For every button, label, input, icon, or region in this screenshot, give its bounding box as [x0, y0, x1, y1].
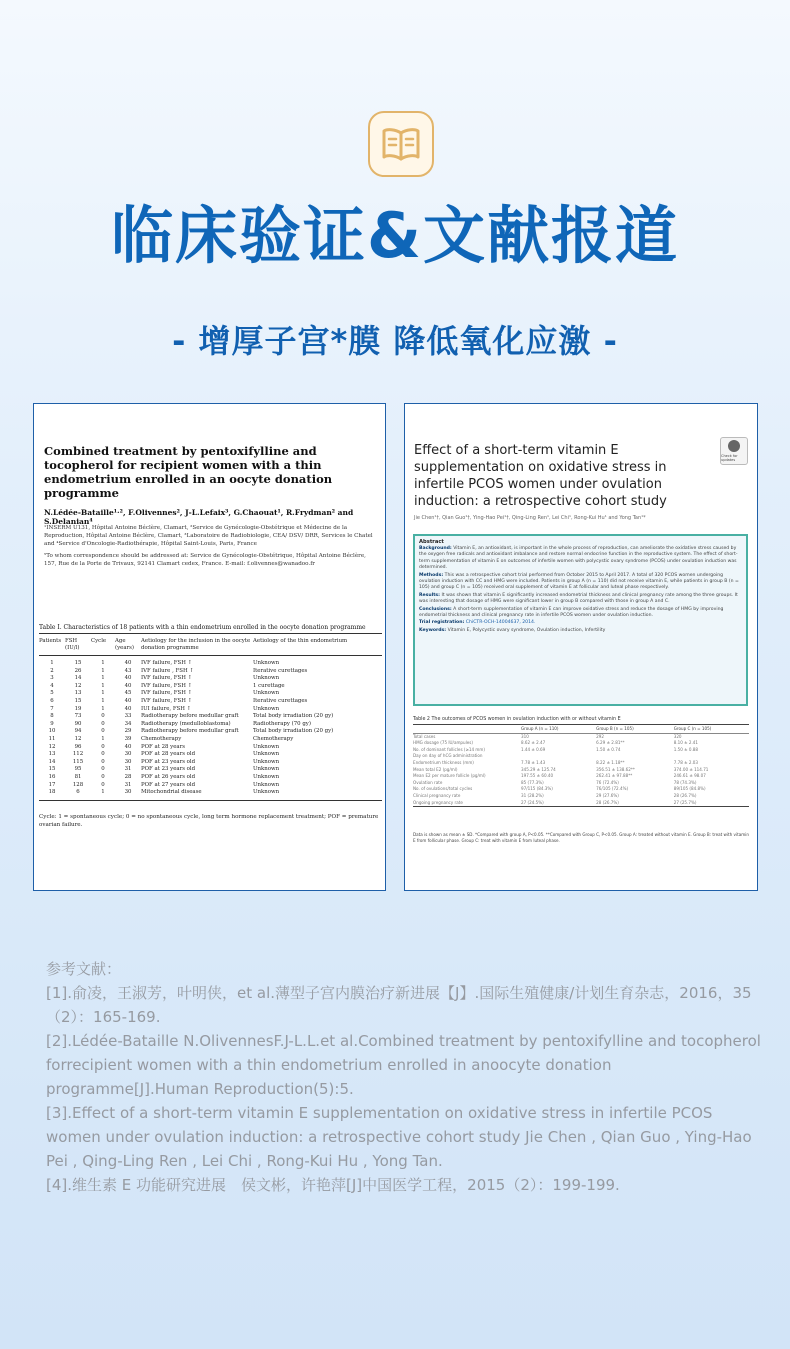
table-row — [39, 751, 382, 759]
paper-authors: Jie Chen¹†, Qian Guo¹†, Ying-Hao Pei¹†, Qing-Ling Ren¹, Lei Chi¹, Rong-Kui Hu¹ and Yong Tan¹* — [414, 515, 646, 521]
table-cell: 12 — [74, 735, 82, 742]
page-subtitle: - 增厚子宫*膜 降低氧化应激 - — [172, 322, 618, 360]
table-row — [39, 774, 382, 782]
table-cell: Radiotherapy before medullar graft — [141, 713, 239, 720]
table-cell: POF at 28 years — [141, 743, 185, 750]
table-cell: 33 — [124, 713, 132, 720]
table-cell: 115 — [72, 758, 84, 765]
table-cell: 39 — [124, 735, 132, 742]
table-cell: 16 — [48, 773, 56, 780]
table-cell: IVF failure, FSH ↑ — [141, 690, 193, 697]
table-cell: Unknown — [253, 743, 280, 750]
table-cell: 1 — [50, 660, 54, 666]
reference-item: [1].俞凌，王淑芳，叶明侠，et al.薄型子宫内膜治疗新进展【J】.国际生殖健康/计划生育杂志，2016，35（2）：165-169. — [46, 984, 752, 1026]
table-cell: Unknown — [253, 773, 280, 780]
table-cell: 7.78 ± 2.03 — [673, 759, 698, 765]
reference-item: [4].维生素 E 功能研究进展 侯文彬，许艳萍[J]中国医学工程，2015（2）：199-199. — [46, 1176, 620, 1194]
table-footnote: Cycle: 1 = spontaneous cycle; 0 = no spontaneous cycle, long term hormone replacement treatment; POF = premature ovarian failure. — [39, 814, 379, 828]
paper-title: Effect of a short-term vitamin E supplementation on oxidative stress in infertile PCOS women under ovulation induction: a retrospective cohort study — [414, 443, 667, 509]
table-cell: 9 — [50, 720, 54, 727]
table-cell: 40 — [124, 682, 132, 689]
table-cell: 30 — [124, 758, 132, 765]
table-cell: Unknown — [253, 751, 280, 758]
table-cell: 14 — [74, 675, 82, 682]
table-cell: POF at 26 years old — [141, 773, 196, 780]
table-cell: Unknown — [253, 781, 280, 788]
table-cell: 34 — [124, 720, 132, 727]
table-cell: 1 curettage — [253, 682, 285, 689]
table-cell: 0 — [101, 758, 105, 765]
table-cell: 0 — [101, 781, 105, 788]
table-cell: 1 — [101, 735, 105, 742]
table-cell: Chemotherapy — [253, 735, 294, 742]
table-cell: 31 — [124, 766, 132, 773]
table-cell: Iterative curettages — [253, 697, 308, 704]
table-cell: POF at 27 years old — [141, 781, 196, 788]
page-title: 临床验证&文献报道 — [110, 199, 680, 272]
paper-authors: N.Lédée-Bataille¹·², F.Olivennes², J-L.Lefaix³, G.Chaouat¹, R.Frydman² and S.Delanian⁴ — [44, 508, 354, 526]
table-cell: IUI failure, FSH ↑ — [141, 705, 192, 712]
table-cell: 31 (28.2%) — [521, 792, 544, 798]
table-cell: 12 — [48, 743, 56, 750]
abstract-section: Trial registration: ChiCTR-OCH-14004637, 2014. — [419, 620, 536, 626]
table-cell: 112 — [72, 751, 84, 758]
table-cell: No. of dominant follicles (≥14 mm) — [413, 746, 485, 752]
table-row — [39, 698, 382, 706]
table-cell: 40 — [124, 743, 132, 750]
table-cell: 26 — [74, 667, 82, 674]
table-cell: Ongoing pregnancy rate — [413, 800, 521, 807]
table-cell: Ovulation rate — [413, 779, 443, 785]
table-cell: 12 — [74, 682, 82, 689]
table-row — [413, 753, 749, 760]
table-row — [413, 780, 749, 787]
table-cell: 30 — [124, 751, 132, 758]
table-cell: 73 — [74, 713, 82, 720]
table-cell: 8.22 ± 1.18** — [596, 759, 625, 765]
table-cell: 1 — [101, 675, 105, 682]
abstract-section: Results: It was shown that vitamin E significantly increased endometrial thickness and clinical pregnancy rate among the three groups. It was interesting that dosage of HMG were significant lower in group B compared with those in group A and C. — [419, 592, 738, 604]
abstract-section: Background: Vitamin E, an antioxidant, is important in the whole process of reproduction, can ameliorate the oxidative stress caused by the oxygen free radicals and antioxidant imbalance and restore normal endocrine function in the reproductive system. The effect of short-term supplementation of vitamin E on outcomes of infertile women with polycystic ovary syndrome (PCOS) under ovulation induction was determined. — [419, 546, 738, 570]
table-row — [413, 740, 749, 747]
abstract-box — [413, 534, 748, 706]
table-cell: 0 — [101, 773, 105, 780]
table-cell: 0 — [101, 751, 105, 758]
table-cell: POF at 23 years old — [141, 758, 196, 765]
table-cell: 4 — [50, 682, 54, 689]
update-icon — [728, 440, 740, 452]
table-cell: Unknown — [253, 758, 280, 765]
table-cell: 262.41 ± 97.88** — [596, 773, 633, 779]
table-row — [413, 793, 749, 800]
table-row — [413, 800, 749, 807]
table-row — [39, 789, 382, 800]
table-row — [413, 760, 749, 767]
table-cell: Radiotherapy (70 gy) — [253, 720, 311, 727]
table-cell: 5 — [50, 690, 54, 697]
table-cell: Mitochondrial disease — [141, 789, 253, 800]
table-cell: 76/105 (72.4%) — [596, 786, 629, 792]
table-cell: 8.10 ± 2.41 — [673, 740, 698, 746]
table-row — [39, 736, 382, 744]
abstract-section: Methods: This was a retrospective cohort trial performed from October 2015 to April 2017. A total of 320 PCOS women undergoing ovulation induction with CC and HMG were included. Patients in group A (n = 110) did not receive vitamin E, while patients in group B (n = 105) and group C (n = 105) received oral supplement of vitamin E at follicular and luteal phase respectively. — [419, 572, 739, 590]
table-cell: Chemotherapy — [141, 735, 182, 742]
table-cell: 81 — [74, 773, 82, 780]
table-cell: 94 — [74, 728, 82, 735]
check-for-updates-badge[interactable] — [720, 437, 748, 465]
table-cell: 27 (25.7%) — [674, 800, 749, 807]
table-cell: 7 — [50, 705, 54, 712]
table-header: Aetiology for the inclusion in the oocyte donation programme — [141, 638, 253, 656]
outcomes-table — [413, 726, 749, 807]
table-cell: IVF failure, FSH ↑ — [141, 675, 193, 682]
reference-item: [3].Effect of a short-term vitamin E supplementation on oxidative stress in infertile PCOS women under ovulation induction: a retrospective cohort study Jie Chen , Qian Guo , Ying-Hao Pei , Qing-Ling Ren , Lei Chi , Rong-Kui Hu , Yong Tan. — [46, 1104, 752, 1170]
table-header: Age (years) — [115, 638, 141, 656]
table-cell: Day on day of hCG administration — [413, 753, 483, 759]
badge-label: Check for updates — [721, 454, 738, 462]
table-cell: 345.29 ± 125.74 — [521, 766, 556, 772]
table-row — [39, 683, 382, 691]
table-cell: 85 (77.3%) — [521, 779, 544, 785]
table-cell: 14 — [48, 758, 56, 765]
table-cell: 8.62 ± 2.47 — [521, 740, 546, 746]
table-row — [39, 759, 382, 767]
table-cell: 1.50 ± 0.74 — [596, 746, 621, 752]
table-cell: 6.29 ± 2.81** — [596, 740, 625, 746]
table-cell: 40 — [124, 675, 132, 682]
table-header: Group C (n = 105) — [674, 726, 749, 733]
table-cell: Unknown — [253, 766, 280, 773]
table-cell — [596, 753, 674, 760]
table-row — [39, 744, 382, 752]
table-cell: POF at 28 years old — [141, 751, 196, 758]
table-cell — [521, 753, 596, 760]
table-cell: 96 — [74, 743, 82, 750]
abstract-section: Keywords: Vitamin E, Polycystic ovary syndrome, Ovulation induction, Infertility — [419, 628, 606, 634]
table-cell: 0 — [101, 728, 105, 735]
table-cell: 43 — [124, 667, 132, 674]
table-row — [413, 733, 749, 740]
table-cell: Unknown — [253, 789, 382, 800]
table-row — [39, 713, 382, 721]
table-cell: 1 — [101, 660, 105, 666]
table-cell: IVF failure, FSH ↑ — [141, 682, 193, 689]
table-cell: 40 — [124, 705, 132, 712]
table-cell: 3 — [50, 675, 54, 682]
table-cell: Radiotherapy (medulloblastoma) — [141, 720, 231, 727]
table-cell: 89/105 (84.8%) — [673, 786, 706, 792]
table-cell: Total cases — [413, 733, 436, 739]
table-cell: Mean total E2 (pg/ml) — [413, 766, 458, 772]
table-cell: 28 (26.7%) — [596, 800, 674, 807]
table-cell: 15 — [48, 766, 56, 773]
table-cell: IVF failure, FSH ↑ — [141, 697, 193, 704]
table-cell: 15 — [74, 660, 82, 666]
table-cell: 6 — [50, 697, 54, 704]
table-cell: 6 — [65, 789, 91, 800]
table-cell: 1 — [91, 789, 115, 800]
table-cell: 1 — [101, 682, 105, 689]
open-book-icon — [368, 111, 434, 177]
table-cell: 292 — [596, 733, 604, 739]
table-row — [39, 766, 382, 774]
table-header: Aetiology of the thin endometrium — [253, 638, 382, 656]
table-cell: 30 — [115, 789, 141, 800]
abstract-heading: Abstract — [419, 539, 444, 545]
table-cell: 2 — [50, 667, 54, 674]
table-cell: 19 — [74, 705, 82, 712]
table-cell: 31 — [124, 781, 132, 788]
table-row — [413, 767, 749, 774]
table-cell: 0 — [101, 766, 105, 773]
table-cell: 0 — [101, 713, 105, 720]
table-cell: Mean E2 per mature follicle (pg/ml) — [413, 773, 486, 779]
table-cell: Unknown — [253, 705, 280, 712]
references-heading: 参考文献： — [46, 960, 122, 978]
table-cell: Total body irradiation (20 gy) — [253, 713, 334, 720]
table-cell: Radiotherapy before medullar graft — [141, 728, 239, 735]
table-row — [39, 656, 382, 668]
table-cell: 29 (27.6%) — [596, 792, 619, 798]
table-cell: 15 — [74, 697, 82, 704]
table-cell: IVF failure, FSH ↑ — [141, 660, 193, 666]
table-cell: Unknown — [253, 690, 280, 697]
table-cell: No. of ovulations/total cycles — [413, 786, 473, 792]
table-cell: 246.61 ± 98.07 — [673, 773, 706, 779]
table-row — [39, 728, 382, 736]
paper-correspondence: ⁵To whom correspondence should be addressed at: Service de Gynécologie-Obstétrique, Hôpital Antoine Béclère, 157, Rue de la Porte de Trivaux, 92141 Clamart cedex, France. E-mail: f.olivennes@wanadoo.fr — [44, 553, 366, 567]
table-cell: 1 — [101, 697, 105, 704]
table-header — [413, 726, 521, 733]
table-cell: Total body irradiation (20 gy) — [253, 728, 334, 735]
table-cell: 310 — [521, 733, 529, 739]
patients-table — [39, 638, 382, 801]
table-row — [413, 773, 749, 780]
table-header: Group B (n = 105) — [596, 726, 674, 733]
table-cell: 1.50 ± 0.88 — [673, 746, 698, 752]
table-cell: 356.51 ± 138.62** — [596, 766, 635, 772]
table-cell: 7.78 ± 1.43 — [521, 759, 546, 765]
table-header: Cycle — [91, 638, 115, 656]
table-cell: IVF failure , FSH ↑ — [141, 667, 194, 674]
table-row — [39, 782, 382, 790]
table-cell: Clinical pregnancy rate — [413, 792, 461, 798]
reference-item: [2].Lédée-Bataille N.OlivennesF.J-L.L.et al.Combined treatment by pentoxifylline and tocopherol forrecipient women with a thin endometrium enrolled in anoocyte donation programme[J].Human Reproduction(5):5. — [46, 1032, 761, 1098]
table-row — [39, 668, 382, 676]
table-cell: 28 (26.7%) — [673, 792, 697, 798]
table-cell: 97/115 (84.3%) — [521, 786, 553, 792]
table-row — [413, 786, 749, 793]
table-footnote: Data is shown as mean ± SD. *Compared with group A, P<0.05. **Compared with Group C, P<0.05. Group A: treated without vitamin E. Group B: treat with vitamin E from follicular phase. Group C: treat with vitamin E from luteal phase. — [413, 832, 749, 843]
table-cell: 90 — [74, 720, 82, 727]
table-cell: 1 — [101, 690, 105, 697]
table-header: FSH (IU/l) — [65, 638, 91, 656]
table-header: Group A (n = 110) — [521, 726, 596, 733]
table-cell: 29 — [124, 728, 132, 735]
table-cell: 197.55 ± 60.40 — [521, 773, 554, 779]
references-section — [46, 957, 761, 1197]
table-cell: 28 — [124, 773, 132, 780]
paper-card-right — [404, 403, 758, 891]
table-header: Patients — [39, 638, 65, 656]
table-cell: 78 (74.3%) — [673, 779, 697, 785]
paper-title: Combined treatment by pentoxifylline and tocopherol for recipient women with a thin endometrium enrolled in an oocyte donation programme — [44, 444, 333, 500]
table-cell: 1 — [101, 705, 105, 712]
table-caption: Table 2 The outcomes of PCOS women in ovulation induction with or without vitamin E — [413, 717, 749, 725]
table-cell: Iterative curettages — [253, 667, 308, 674]
table-cell: 1 — [101, 667, 105, 674]
table-cell: HMG dosage (75 IU/ampules) — [413, 740, 474, 746]
paper-affiliations: ¹INSERM U131, Hôpital Antoine Béclère, Clamart, ²Service de Gynécologie-Obstétrique et Médecine de la Reproduction, Hôpital Antoine Béclère, Clamart, ³Laboratoire de Radiobiologie, CEA/ DSV/ DRR, Services le Chatel and ⁴Service d'Oncologie-Radiothérapie, Hôpital Saint-Louis, Paris, France — [44, 525, 373, 547]
table-cell: 374.00 ± 114.71 — [673, 766, 709, 772]
table-cell: 10 — [48, 728, 56, 735]
table-cell: 40 — [124, 660, 132, 666]
table-cell: 128 — [72, 781, 84, 788]
table-cell: 27 (24.5%) — [521, 800, 596, 807]
table-cell: 320 — [673, 733, 682, 739]
table-cell: 40 — [124, 697, 132, 704]
table-cell: 76 (72.4%) — [596, 779, 619, 785]
table-cell: 17 — [48, 781, 56, 788]
table-row — [413, 747, 749, 754]
table-cell: 1.44 ± 0.69 — [521, 746, 546, 752]
table-cell: Endometrium thickness (mm) — [413, 759, 474, 765]
table-caption: Table I. Characteristics of 18 patients with a thin endometrium enrolled in the oocyte donation programme — [39, 624, 382, 634]
table-cell: 11 — [48, 735, 56, 742]
table-cell: 0 — [101, 720, 105, 727]
table-row — [39, 690, 382, 698]
table-header-row — [413, 726, 749, 733]
table-cell: 18 — [39, 789, 65, 800]
table-cell: 95 — [74, 766, 82, 773]
paper-card-left — [33, 403, 386, 891]
table-cell: Unknown — [253, 675, 280, 682]
table-cell: 45 — [124, 690, 132, 697]
abstract-section: Conclusions: A short-term supplementation of vitamin E can improve oxidative stress and reduce the dosage of HMG by improving endometrial thickness and clinical pregnancy rate in infertile PCOS women under ovulation induction. — [419, 606, 724, 618]
table-cell: 13 — [48, 751, 56, 758]
table-row — [39, 675, 382, 683]
table-cell: 0 — [101, 743, 105, 750]
table-cell: 8 — [50, 713, 54, 720]
table-cell: Unknown — [253, 660, 280, 666]
table-cell: 13 — [74, 690, 82, 697]
table-cell: POF at 23 years old — [141, 766, 196, 773]
table-cell — [674, 753, 749, 760]
